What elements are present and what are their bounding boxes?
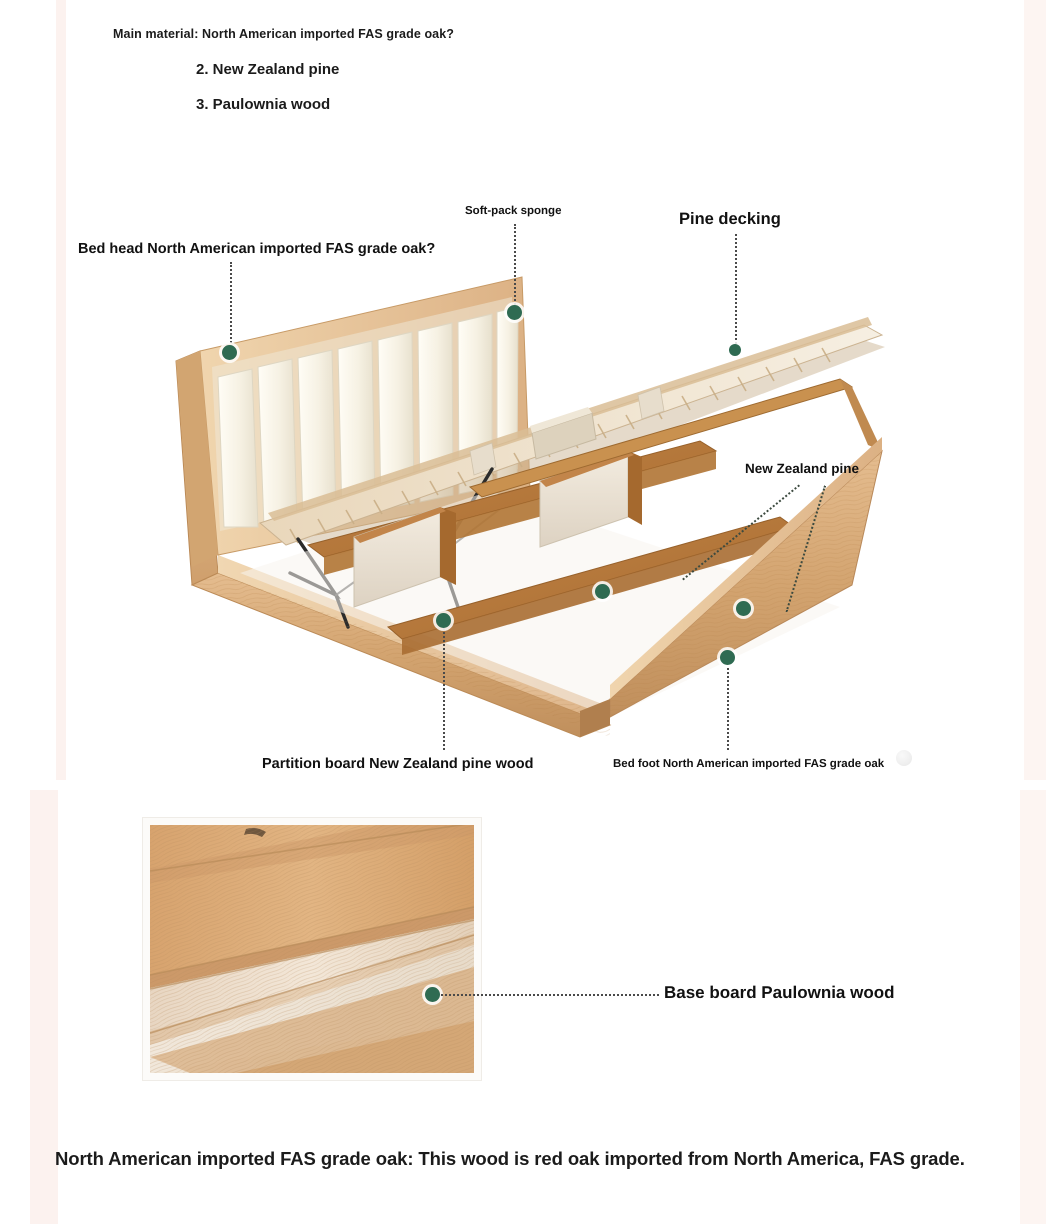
main-material-heading: Main material: North American imported FAS grade oak? <box>113 27 455 41</box>
leader-bed-head <box>230 262 232 350</box>
marker-dot-bed-foot <box>720 650 735 665</box>
base-board-wood-photo <box>143 818 481 1080</box>
marker-dot-base-board <box>425 987 440 1002</box>
callout-bed-foot: Bed foot North American imported FAS grade oak <box>613 758 885 770</box>
marker-dot-pine-decking <box>729 344 741 356</box>
leader-bed-foot <box>727 668 729 750</box>
leader-pine-decking <box>735 234 737 348</box>
marker-dot-new-zealand-pine-a <box>595 584 610 599</box>
wood-grain-graphic <box>150 825 474 1073</box>
callout-pine-decking: Pine decking <box>679 210 781 228</box>
marker-dot-soft-pack-sponge <box>507 305 522 320</box>
leader-soft-pack-sponge <box>514 224 516 308</box>
marker-dot-partition-board <box>436 613 451 628</box>
storage-bed-illustration <box>140 255 900 755</box>
leader-partition-board <box>443 628 445 750</box>
callout-base-board: Base board Paulownia wood <box>664 983 895 1002</box>
watermark-circle <box>896 750 912 766</box>
material-line-2: 2. New Zealand pine <box>196 61 340 78</box>
callout-bed-head: Bed head North American imported FAS grade oak? <box>78 241 436 257</box>
callout-new-zealand-pine: New Zealand pine <box>745 461 860 476</box>
marker-dot-bed-head <box>222 345 237 360</box>
callout-partition-board: Partition board New Zealand pine wood <box>262 756 534 772</box>
wood-photo-inner <box>150 825 474 1073</box>
marker-dot-new-zealand-pine-b <box>736 601 751 616</box>
leader-base-board <box>441 994 659 996</box>
material-line-3: 3. Paulownia wood <box>196 96 331 113</box>
callout-soft-pack-sponge: Soft-pack sponge <box>465 205 562 217</box>
wood-description-caption: North American imported FAS grade oak: This wood is red oak imported from North America, FAS grade. <box>55 1148 965 1169</box>
